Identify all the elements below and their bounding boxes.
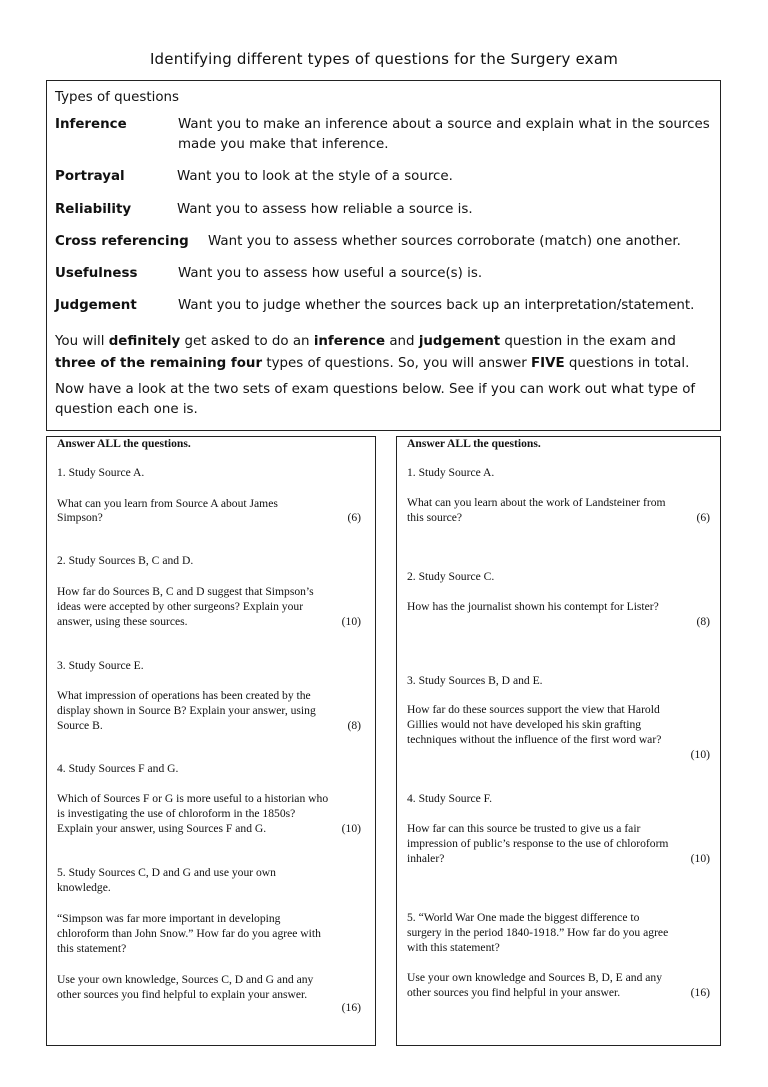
question-text: is investigating the use of chloroform in the 1850s? [57,807,296,820]
type-term: Reliability [55,202,132,217]
question-text: 1. Study Source A. [407,466,495,479]
text-run: types of questions. So, you will answer [262,356,532,371]
question-text: How far do Sources B, C and D suggest that Simpson’s [57,585,314,598]
emphasis-text: three of the remaining four [55,356,263,371]
question-text: other sources you find helpful to explain your answer. [57,988,308,1001]
text-run: You will [55,334,109,349]
text-run: and [385,334,419,349]
marks-label: (6) [696,511,710,524]
question-text: How far can this source be trusted to give us a fair [407,822,641,835]
paper-heading: Answer ALL the questions. [407,437,541,450]
instruction-line: question each one is. [55,402,198,417]
marks-label: (8) [696,615,710,628]
marks-label: (8) [347,719,361,732]
question-text: 1. Study Source A. [57,466,145,479]
type-definition: Want you to assess whether sources corroborate (match) one another. [208,234,681,249]
instruction-line [55,334,676,350]
question-text: What can you learn about the work of Landsteiner from [407,496,666,509]
question-text: this source? [407,511,463,524]
type-definition: Want you to assess how useful a source(s) is. [178,266,483,281]
question-text: Simpson? [57,511,103,524]
paper-heading: Answer ALL the questions. [57,437,191,450]
question-text: 5. “World War One made the biggest difference to [407,911,640,924]
type-term: Usefulness [55,266,138,281]
question-text: Use your own knowledge and Sources B, D, E and any [407,971,663,984]
type-definition: Want you to look at the style of a source. [177,169,453,184]
question-text: ideas were accepted by other surgeons? Explain your [57,600,304,613]
type-term: Judgement [55,298,137,313]
question-text: 4. Study Sources F and G. [57,762,179,775]
type-definition: Want you to assess how reliable a source is. [177,202,473,217]
question-text: knowledge. [57,881,111,894]
question-text: How far do these sources support the view that Harold [407,703,660,716]
question-text: answer, using these sources. [57,615,188,628]
emphasis-text: inference [313,334,386,349]
question-text: Use your own knowledge, Sources C, D and G and any [57,973,314,986]
marks-label: (10) [690,852,710,865]
marks-label: (10) [341,615,361,628]
question-text: Gillies would not have developed his skin grafting [407,718,642,731]
question-text: Explain your answer, using Sources F and G. [57,822,267,835]
question-text: 5. Study Sources C, D and G and use your own [57,866,276,879]
question-text: Which of Sources F or G is more useful to a historian who [57,792,329,805]
marks-label: (6) [347,511,361,524]
type-term: Cross referencing [55,234,189,249]
question-text: What can you learn from Source A about James [57,497,278,510]
marks-label: (10) [690,748,710,761]
types-heading: Types of questions [55,90,179,105]
type-definition: Want you to make an inference about a source and explain what in the sources [178,117,710,132]
question-text: this statement? [57,942,127,955]
text-run: question in the exam and [500,334,676,349]
emphasis-text: FIVE [531,356,565,371]
exam-paper-right [396,436,721,1046]
emphasis-text: judgement [418,334,501,349]
exam-paper-left [46,436,376,1046]
text-run: questions in total. [564,356,690,371]
question-text: display shown in Source B? Explain your answer, using [57,704,316,717]
question-text: 2. Study Source C. [407,570,495,583]
question-text: Source B. [57,719,103,732]
question-text: 3. Study Sources B, D and E. [407,674,543,687]
question-text: chloroform than John Snow.” How far do you agree with [57,927,321,940]
question-text: other sources you find helpful in your answer. [407,986,621,999]
page-title: Identifying different types of questions for the Surgery exam [149,50,619,68]
question-text: How has the journalist shown his contempt for Lister? [407,600,659,613]
question-text: 4. Study Source F. [407,792,493,805]
question-text: “Simpson was far more important in developing [57,912,281,925]
type-definition: made you make that inference. [178,137,389,152]
emphasis-text: definitely [108,334,181,349]
question-text: 2. Study Sources B, C and D. [57,554,194,567]
marks-label: (10) [341,822,361,835]
question-text: 3. Study Source E. [57,659,144,672]
type-term: Inference [55,117,127,132]
type-definition: Want you to judge whether the sources back up an interpretation/statement. [178,298,695,313]
question-text: surgery in the period 1840-1918.” How far do you agree [407,926,669,939]
instruction-line: Now have a look at the two sets of exam questions below. See if you can work out what type of [55,382,696,397]
question-types-box [46,80,721,431]
instruction-line [55,356,689,372]
text-run: get asked to do an [180,334,314,349]
marks-label: (16) [690,986,710,999]
question-text: with this statement? [407,941,500,954]
question-text: techniques without the influence of the first word war? [407,733,662,746]
question-text: inhaler? [407,852,445,865]
question-text: What impression of operations has been created by the [57,689,311,702]
type-term: Portrayal [55,169,125,184]
question-text: impression of public’s response to the use of chloroform [407,837,669,850]
marks-label: (16) [341,1001,361,1014]
